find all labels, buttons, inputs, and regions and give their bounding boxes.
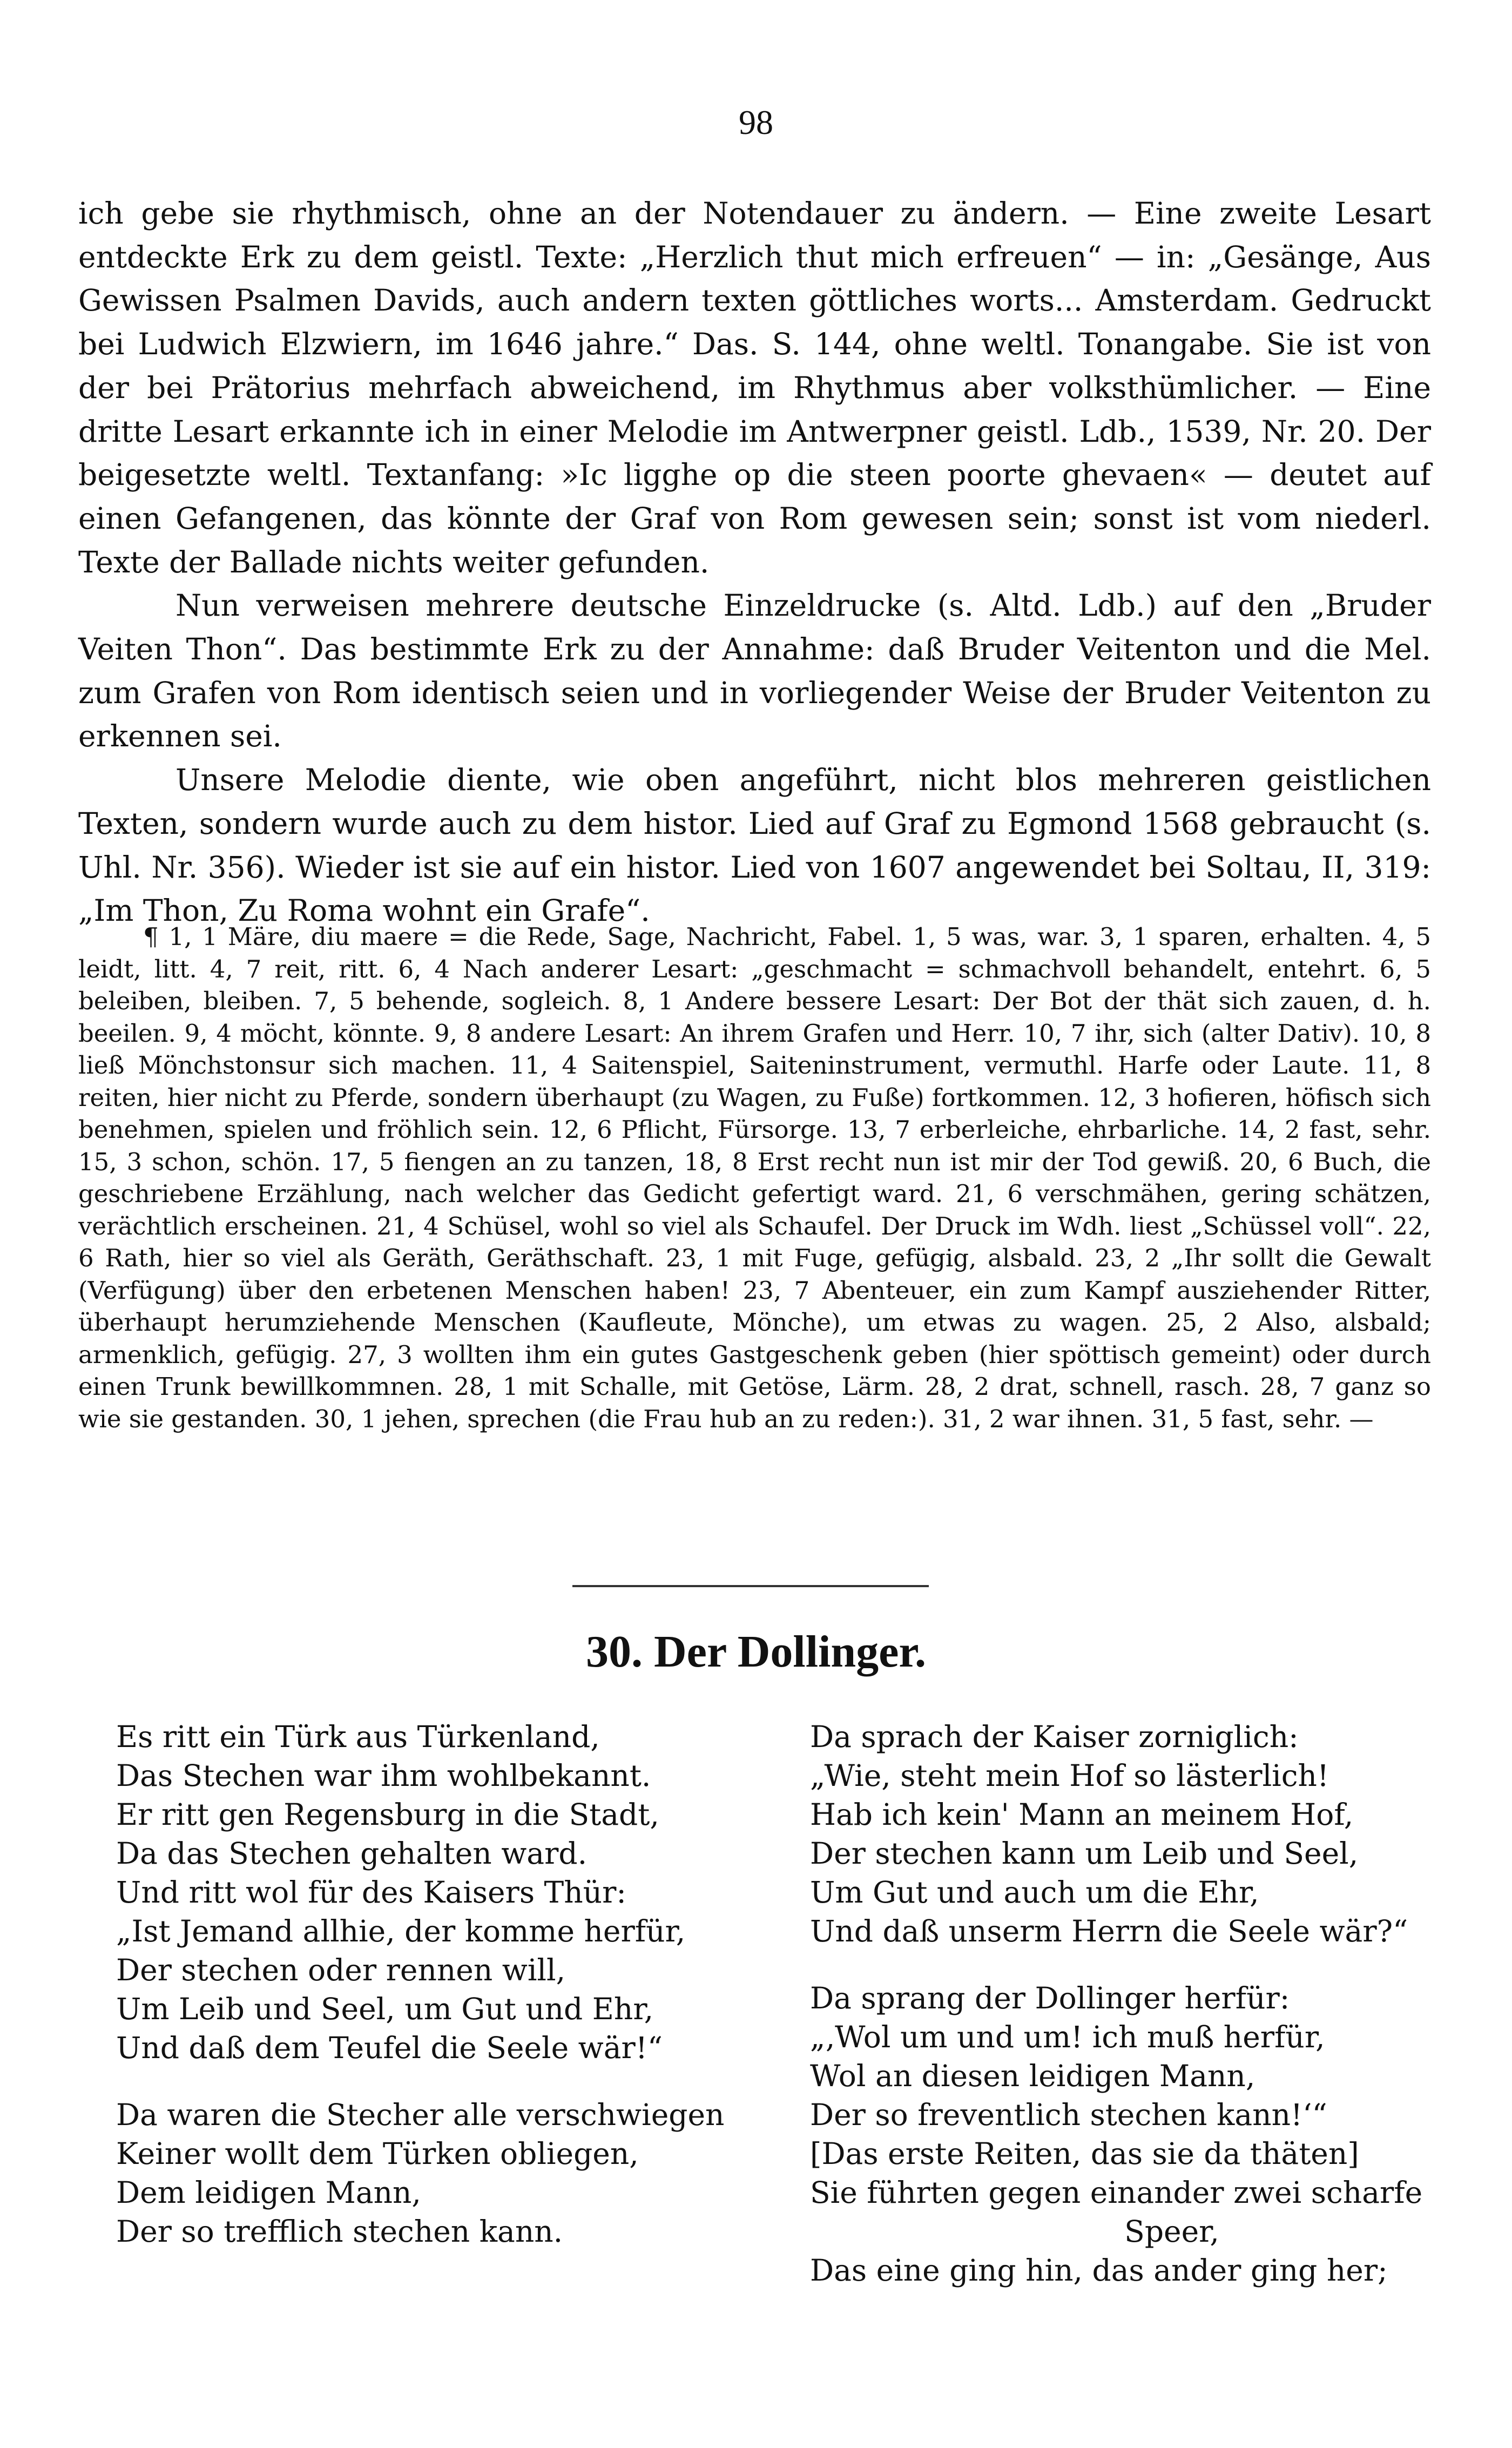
verse-line: Da sprach der Kaiser zorniglich: bbox=[810, 1719, 1299, 1754]
verse-line: Der stechen oder rennen will, bbox=[116, 1953, 566, 1987]
verse-line: Der so freventlich stechen kann!‘“ bbox=[810, 2098, 1327, 2132]
commentary-paragraph: Unsere Melodie diente, wie oben angeführt, nicht blos mehreren geistlichen Texten, sondern wurde auch zu dem histor. Lied auf Graf zu Egmond 1568 gebraucht (s. Uhl. Nr. 356). Wieder ist sie auf ein histor. Lied von 1607 angewendet bei Soltau, II, 319: „Im Thon, Zu Roma wohnt ein Grafe“. bbox=[78, 763, 1431, 928]
verse-line: [Das erste Reiten, das sie da thäten] bbox=[810, 2136, 1359, 2171]
verse-line: Und daß unserm Herrn die Seele wär?“ bbox=[810, 1914, 1408, 1948]
verse-line: Und daß dem Teufel die Seele wär!“ bbox=[116, 2031, 663, 2065]
verse-line: Speer, bbox=[1124, 2214, 1219, 2249]
verse-line: „‚Wol um und um! ich muß herfür, bbox=[810, 2020, 1325, 2054]
notes-text: 1, 1 Märe, diu maere = die Rede, Sage, Nachricht, Fabel. 1, 5 was, war. 3, 1 sparen, erhalten. 4, 5 leidt, litt. 4, 7 reit, ritt. 6, 4 Nach anderer Lesart: „geschmacht = schmachvoll behandelt, entehrt. 6, 5 beleiben, bleiben. 7, 5 behende, sogleich. 8, 1 Andere bessere Lesart: Der Bot der thät sich zauen, d. h. beeilen. 9, 4 möcht, könnte. 9, 8 andere Lesart: An ihrem Grafen und Herr. 10, 7 ihr, sich (alter Dativ). 10, 8 ließ Mönchstonsur sich machen. 11, 4 Saitenspiel, Saiteninstrument, vermuthl. Harfe oder Laute. 11, 8 reiten, hier nicht zu Pferde, sondern überhaupt (zu Wagen, zu Fuße) fortkommen. 12, 3 hofieren, höfisch sich benehmen, spielen und fröhlich sein. 12, 6 Pflicht, Fürsorge. 13, 7 erberleiche, ehrbarliche. 14, 2 fast, sehr. 15, 3 schon, schön. 17, 5 fiengen an zu tanzen, 18, 8 Erst recht nun ist mir der Tod gewiß. 20, 6 Buch, die geschriebene Erzählung, nach welcher das Gedicht gefertigt ward. 21, 6 verschmähen, gering schätzen, verächtlich erscheinen. 21, 4 Schüsel, wohl so viel als Schaufel. Der Druck im Wdh. liest „Schüssel voll“. 22, 6 Rath, hier so viel als Geräth, Geräthschaft. 23, 1 mit Fuge, gefügig, alsbald. 23, 2 „Ihr sollt die Gewalt (Verfügung) über den erbetenen Menschen haben! 23, 7 Abenteuer, ein zum Kampf ausziehender Ritter, überhaupt herumziehende Menschen (Kaufleute, Mönche), um etwas zu wagen. 25, 2 Also, alsbald; armenklich, gefügig. 27, 3 wollten ihm ein gutes Gastgeschenk geben (hier spöttisch gemeint) oder durch einen Trunk bewillkommnen. 28, 1 mit Schalle, mit Getöse, Lärm. 28, 2 drat, schnell, rasch. 28, 7 ganz so wie sie gestanden. 30, 1 jehen, sprechen (die Frau hub an zu reden:). 31, 2 war ihnen. 31, 5 fast, sehr. — bbox=[78, 922, 1431, 1433]
verse-line: Um Gut und auch um die Ehr, bbox=[810, 1875, 1259, 1910]
verse-line: „Ist Jemand allhie, der komme herfür, bbox=[116, 1914, 686, 1948]
page-number: 98 bbox=[739, 103, 773, 141]
pilcrow-icon: ¶ bbox=[143, 922, 159, 951]
section-divider bbox=[572, 1585, 929, 1587]
glossary-notes bbox=[78, 921, 1431, 1435]
verse-line: Um Leib und Seel, um Gut und Ehr, bbox=[116, 1992, 654, 2026]
verse-line: Das Stechen war ihm wohlbekannt. bbox=[116, 1758, 651, 1793]
verse-line: Da das Stechen gehalten ward. bbox=[116, 1836, 588, 1871]
verse-line: Keiner wollt dem Türken obliegen, bbox=[116, 2136, 639, 2171]
verse-line: Sie führten gegen einander zwei scharfe bbox=[810, 2175, 1423, 2210]
verse-line: Er ritt gen Regensburg in die Stadt, bbox=[116, 1797, 659, 1832]
commentary-paragraph: Nun verweisen mehrere deutsche Einzeldrucke (s. Altd. Ldb.) auf den „Bruder Veiten Thon“. Das bestimmte Erk zu der Annahme: daß Bruder Veitenton und die Mel. zum Grafen von Rom identisch seien und in vorliegender Weise der Bruder Veitenton zu erkennen sei. bbox=[78, 588, 1431, 754]
verse-line: Dem leidigen Mann, bbox=[116, 2175, 421, 2210]
verse-line: Da sprang der Dollinger herfür: bbox=[810, 1981, 1290, 2015]
stanza bbox=[810, 1717, 1469, 1951]
poem-left-column bbox=[116, 1717, 775, 2279]
stanza bbox=[810, 1979, 1469, 2290]
commentary-text bbox=[78, 192, 1431, 933]
verse-line: Da waren die Stecher alle verschwiegen bbox=[116, 2098, 725, 2132]
poem-right-column bbox=[810, 1717, 1469, 2318]
verse-line: Und ritt wol für des Kaisers Thür: bbox=[116, 1875, 626, 1910]
verse-line: Hab ich kein' Mann an meinem Hof, bbox=[810, 1797, 1354, 1832]
verse-line: Es ritt ein Türk aus Türkenland, bbox=[116, 1719, 600, 1754]
verse-line: „Wie, steht mein Hof so lästerlich! bbox=[810, 1758, 1329, 1793]
verse-line: Der stechen kann um Leib und Seel, bbox=[810, 1836, 1359, 1871]
notes-paragraph bbox=[78, 921, 1431, 1435]
poem-title: 30. Der Dollinger. bbox=[586, 1627, 926, 1677]
stanza bbox=[116, 1717, 775, 2067]
verse-line: Wol an diesen leidigen Mann, bbox=[810, 2059, 1256, 2093]
commentary-paragraph: ich gebe sie rhythmisch, ohne an der Notendauer zu ändern. — Eine zweite Lesart entdeckte Erk zu dem geistl. Texte: „Herzlich thut mich erfreuen“ — in: „Gesänge, Aus Gewissen Psalmen Davids, auch andern texten göttliches worts... Amsterdam. Gedruckt bei Ludwich Elzwiern, im 1646 jahre.“ Das. S. 144, ohne weltl. Tonangabe. Sie ist von der bei Prätorius mehrfach abweichend, im Rhythmus aber volksthümlicher. — Eine dritte Lesart erkannte ich in einer Melodie im Antwerpner geistl. Ldb., 1539, Nr. 20. Der beigesetzte weltl. Textanfang: »Ic ligghe op die steen poorte ghevaen« — deutet auf einen Gefangenen, das könnte der Graf von Rom gewesen sein; sonst ist vom niederl. Texte der Ballade nichts weiter gefunden. bbox=[78, 196, 1431, 579]
verse-line: Das eine ging hin, das ander ging her; bbox=[810, 2253, 1388, 2288]
stanza bbox=[116, 2095, 775, 2251]
verse-line: Der so trefflich stechen kann. bbox=[116, 2214, 563, 2249]
